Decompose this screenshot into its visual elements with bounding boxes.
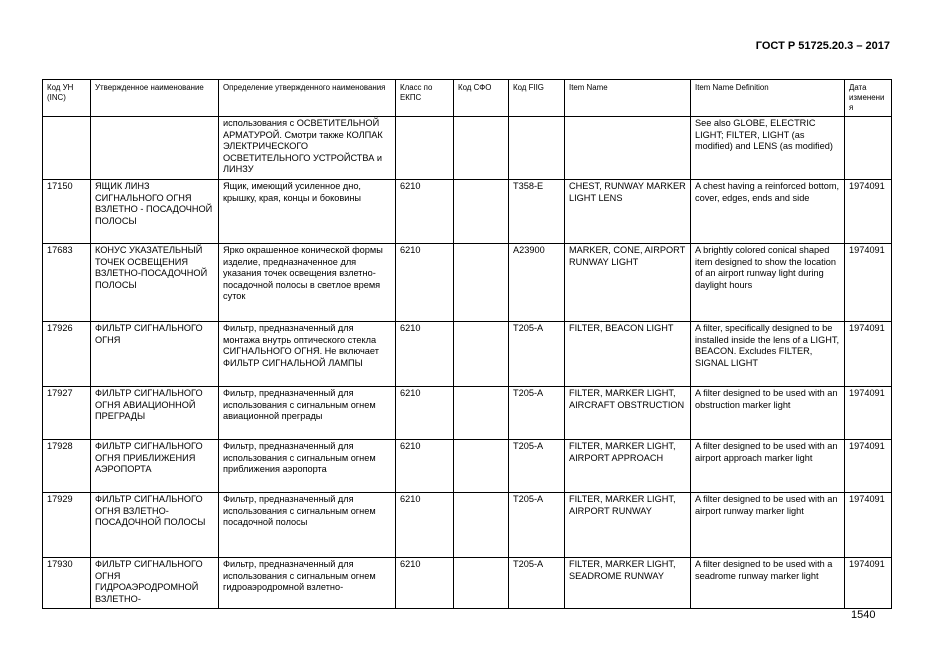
cell-definition: Фильтр, предназначенный для использования с сигнальным огнем авиационной преграды <box>219 386 396 439</box>
cell-item-def: A filter designed to be used with a seadrome runway marker light <box>691 557 845 608</box>
cell-sfo <box>454 117 509 180</box>
cell-inc: 17930 <box>43 557 91 608</box>
cell-inc: 17683 <box>43 243 91 321</box>
cell-inc <box>43 117 91 180</box>
items-table <box>42 79 892 609</box>
cell-fiig: T358-E <box>509 179 565 243</box>
page-number: 1540 <box>851 609 876 621</box>
cell-item-name: FILTER, MARKER LIGHT, AIRPORT APPROACH <box>565 439 691 492</box>
cell-sfo <box>454 243 509 321</box>
cell-class <box>396 117 454 180</box>
cell-item-name: CHEST, RUNWAY MARKER LIGHT LENS <box>565 179 691 243</box>
col-header-fiig: Код FIIG <box>509 80 565 117</box>
cell-name: ЯЩИК ЛИНЗ СИГНАЛЬНОГО ОГНЯ ВЗЛЕТНО - ПОСАДОЧНОЙ ПОЛОСЫ <box>91 179 219 243</box>
cell-sfo <box>454 557 509 608</box>
cell-definition: Фильтр, предназначенный для использования с сигнальным огнем посадочной полосы <box>219 492 396 557</box>
cell-item-def: A filter, specifically designed to be installed inside the lens of a LIGHT, BEACON. Excludes FILTER, SIGNAL LIGHT <box>691 321 845 386</box>
cell-item-def: A filter designed to be used with an airport approach marker light <box>691 439 845 492</box>
cell-inc: 17150 <box>43 179 91 243</box>
cell-definition: Фильтр, предназначенный для использования с сигнальным огнем гидроаэродромной взлетно- <box>219 557 396 608</box>
cell-name: КОНУС УКАЗАТЕЛЬНЫЙ ТОЧЕК ОСВЕЩЕНИЯ ВЗЛЕТНО-ПОСАДОЧНОЙ ПОЛОСЫ <box>91 243 219 321</box>
cell-sfo <box>454 492 509 557</box>
cell-fiig: T205-A <box>509 492 565 557</box>
table-header-row <box>43 80 892 117</box>
table-row <box>43 492 892 557</box>
col-header-date: Дата изменения <box>845 80 892 117</box>
cell-definition: Ярко окрашенное конической формы изделие, предназначенное для указания точек освещения взлетно-посадочной полосы в светлое время суток <box>219 243 396 321</box>
col-header-item-name: Item Name <box>565 80 691 117</box>
table-row <box>43 243 892 321</box>
cell-item-name <box>565 117 691 180</box>
cell-sfo <box>454 439 509 492</box>
cell-sfo <box>454 179 509 243</box>
cell-class: 6210 <box>396 492 454 557</box>
cell-class: 6210 <box>396 321 454 386</box>
cell-sfo <box>454 321 509 386</box>
cell-item-def: A chest having a reinforced bottom, cover, edges, ends and side <box>691 179 845 243</box>
cell-sfo <box>454 386 509 439</box>
cell-class: 6210 <box>396 557 454 608</box>
cell-class: 6210 <box>396 179 454 243</box>
cell-inc: 17929 <box>43 492 91 557</box>
cell-name <box>91 117 219 180</box>
table-row <box>43 321 892 386</box>
table-row <box>43 439 892 492</box>
cell-item-name: MARKER, CONE, AIRPORT RUNWAY LIGHT <box>565 243 691 321</box>
cell-item-def: A filter designed to be used with an obstruction marker light <box>691 386 845 439</box>
col-header-item-def: Item Name Definition <box>691 80 845 117</box>
cell-item-def: A filter designed to be used with an airport runway marker light <box>691 492 845 557</box>
cell-inc: 17928 <box>43 439 91 492</box>
cell-fiig <box>509 117 565 180</box>
cell-definition: Фильтр, предназначенный для монтажа внутрь оптического стекла СИГНАЛЬНОГО ОГНЯ. Не включает ФИЛЬТР СИГНАЛЬНОЙ ЛАМПЫ <box>219 321 396 386</box>
cell-definition: использования с ОСВЕТИТЕЛЬНОЙ АРМАТУРОЙ. Смотри также КОЛПАК ЭЛЕКТРИЧЕСКОГО ОСВЕТИТЕЛЬНОГО УСТРОЙСТВА и ЛИНЗУ <box>219 117 396 180</box>
cell-date: 1974091 <box>845 179 892 243</box>
cell-fiig: T205-A <box>509 557 565 608</box>
table-row <box>43 557 892 608</box>
cell-date: 1974091 <box>845 439 892 492</box>
cell-class: 6210 <box>396 439 454 492</box>
cell-definition: Ящик, имеющий усиленное дно, крышку, края, концы и боковины <box>219 179 396 243</box>
cell-item-name: FILTER, BEACON LIGHT <box>565 321 691 386</box>
table-row <box>43 117 892 180</box>
cell-date: 1974091 <box>845 492 892 557</box>
cell-name: ФИЛЬТР СИГНАЛЬНОГО ОГНЯ ВЗЛЕТНО-ПОСАДОЧНОЙ ПОЛОСЫ <box>91 492 219 557</box>
cell-class: 6210 <box>396 243 454 321</box>
cell-date: 1974091 <box>845 557 892 608</box>
col-header-class: Класс по ЕКПС <box>396 80 454 117</box>
cell-fiig: A23900 <box>509 243 565 321</box>
cell-fiig: T205-A <box>509 386 565 439</box>
table-row <box>43 179 892 243</box>
document-header: ГОСТ Р 51725.20.3 – 2017 <box>755 40 890 52</box>
cell-inc: 17926 <box>43 321 91 386</box>
cell-date <box>845 117 892 180</box>
col-header-name: Утвержденное наименование <box>91 80 219 117</box>
cell-item-def: See also GLOBE, ELECTRIC LIGHT; FILTER, LIGHT (as modified) and LENS (as modified) <box>691 117 845 180</box>
cell-fiig: T205-A <box>509 439 565 492</box>
cell-class: 6210 <box>396 386 454 439</box>
cell-date: 1974091 <box>845 243 892 321</box>
cell-item-name: FILTER, MARKER LIGHT, SEADROME RUNWAY <box>565 557 691 608</box>
cell-date: 1974091 <box>845 321 892 386</box>
cell-item-name: FILTER, MARKER LIGHT, AIRCRAFT OBSTRUCTION <box>565 386 691 439</box>
table-row <box>43 386 892 439</box>
col-header-sfo: Код СФО <box>454 80 509 117</box>
cell-item-def: A brightly colored conical shaped item designed to show the location of an airport runway light during daylight hours <box>691 243 845 321</box>
cell-name: ФИЛЬТР СИГНАЛЬНОГО ОГНЯ ГИДРОАЭРОДРОМНОЙ ВЗЛЕТНО- <box>91 557 219 608</box>
cell-name: ФИЛЬТР СИГНАЛЬНОГО ОГНЯ ПРИБЛИЖЕНИЯ АЭРОПОРТА <box>91 439 219 492</box>
cell-fiig: T205-A <box>509 321 565 386</box>
cell-item-name: FILTER, MARKER LIGHT, AIRPORT RUNWAY <box>565 492 691 557</box>
cell-name: ФИЛЬТР СИГНАЛЬНОГО ОГНЯ <box>91 321 219 386</box>
col-header-definition: Определение утвержденного наименования <box>219 80 396 117</box>
cell-name: ФИЛЬТР СИГНАЛЬНОГО ОГНЯ АВИАЦИОННОЙ ПРЕГРАДЫ <box>91 386 219 439</box>
cell-date: 1974091 <box>845 386 892 439</box>
col-header-inc: Код УН (INC) <box>43 80 91 117</box>
cell-definition: Фильтр, предназначенный для использования с сигнальным огнем приближения аэропорта <box>219 439 396 492</box>
cell-inc: 17927 <box>43 386 91 439</box>
